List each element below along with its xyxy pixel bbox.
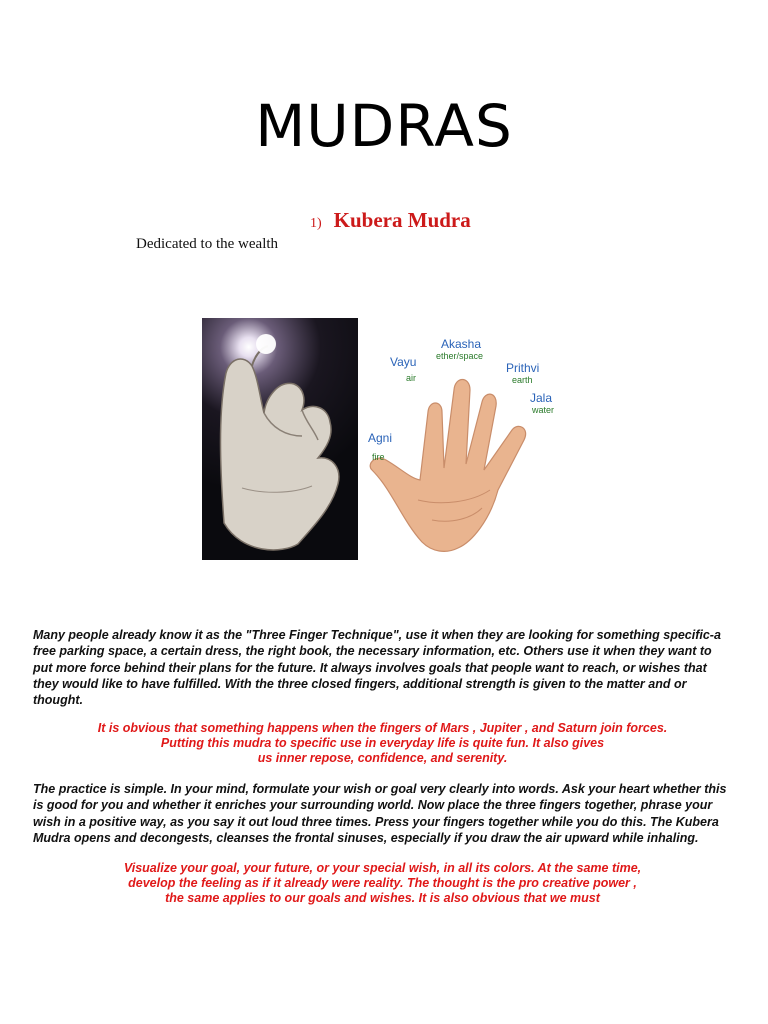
finger-name: Akasha — [441, 337, 482, 351]
document-title: MUDRAS — [255, 92, 513, 160]
finger-name: Vayu — [390, 355, 417, 369]
section-title: Kubera Mudra — [333, 208, 471, 232]
finger-label-little — [530, 392, 554, 416]
red-callout-line: us inner repose, confidence, and serenity. — [257, 751, 508, 765]
red-callout-line: Visualize your goal, your future, or your special wish, in all its colors. At the same time, — [123, 861, 642, 875]
finger-element: ether/space — [436, 351, 484, 361]
red-callout-line: It is obvious that something happens when the fingers of Mars , Jupiter , and Saturn join forces. — [97, 721, 668, 735]
finger-name: Agni — [368, 431, 393, 445]
section-heading — [310, 208, 471, 233]
finger-label-index — [390, 356, 416, 385]
finger-label-ring — [506, 362, 539, 386]
finger-element: fire — [372, 452, 385, 462]
paragraph-practice: The practice is simple. In your mind, formulate your wish or goal very clearly into words. Ask your heart whether this is good for you and whether it enriches your surrounding world. Now place the three fingers together, phrase your wish in a positive way, as you say it out loud three times. Press your fingers together while you do this. The Kubera Mudra opens and decongests, cleanses the frontal sinuses, especially if you draw the air upward while inhaling. — [33, 782, 727, 845]
red-callout-1 — [30, 721, 735, 766]
finger-label-thumb — [368, 432, 392, 464]
finger-element: earth — [512, 375, 533, 385]
finger-label-middle — [436, 338, 483, 362]
finger-element: air — [406, 373, 417, 383]
finger-name: Jala — [530, 391, 553, 405]
hand-gesture-illustration — [202, 318, 358, 560]
dedication-text: Dedicated to the wealth — [136, 236, 279, 252]
red-callout-line: the same applies to our goals and wishes. It is also obvious that we must — [165, 891, 600, 905]
finger-elements-diagram — [362, 330, 572, 560]
red-callout-line: Putting this mudra to specific use in everyday life is quite fun. It also gives — [160, 736, 605, 750]
red-callout-2 — [30, 861, 735, 906]
finger-element: water — [532, 405, 555, 415]
red-callout-line: develop the feeling as if it already were reality. The thought is the pro creative power , — [128, 876, 637, 890]
paragraph-intro: Many people already know it as the "Three Finger Technique", use it when they are looking for something specific-a free parking space, a certain dress, the right book, the necessary information, etc. Others use it when they want to put more force behind their plans for the future. It always involves goals that people want to reach, or wishes that they would like to have fulfilled. With the three closed fingers, additional strength is given to the matter and or thought. — [33, 628, 721, 708]
section-number: 1) — [310, 216, 322, 231]
mudra-hand-photo — [202, 318, 358, 560]
finger-name: Prithvi — [506, 361, 540, 375]
